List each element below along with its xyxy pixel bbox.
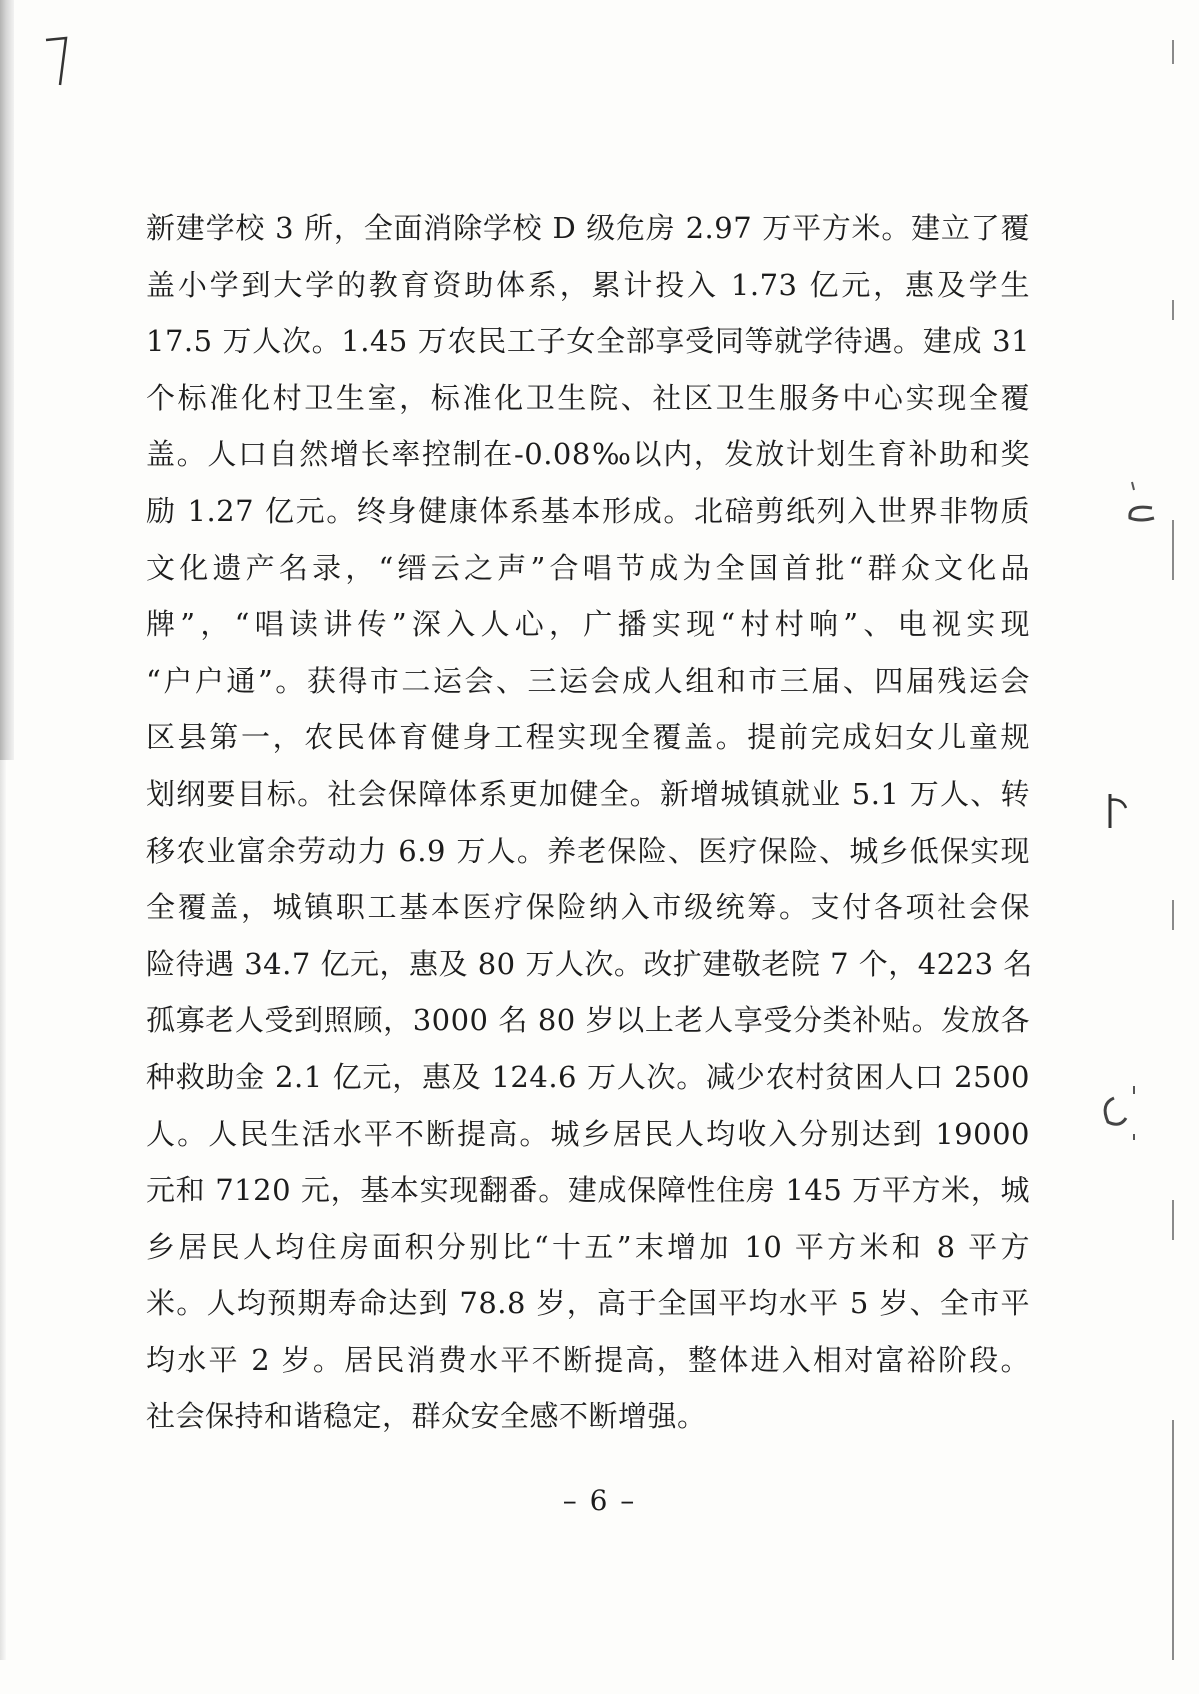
body-paragraph (146, 200, 1033, 1445)
text-line: 区县第一，农民体育健身工程实现全覆盖。提前完成妇女儿童规 (146, 720, 1030, 755)
binding-hole-mark (1118, 478, 1168, 548)
text-line: 险待遇 34.7 亿元，惠及 80 万人次。改扩建敬老院 7 个，4223 名 (146, 946, 1033, 981)
binding-hole-mark (1094, 1082, 1144, 1142)
text-line: “户户通”。获得市二运会、三运会成人组和市三届、四届残运会 (146, 663, 1030, 698)
scan-mark (1172, 520, 1174, 580)
scan-mark (1172, 1420, 1174, 1660)
text-line: 社会保持和谐稳定，群众安全感不断增强。 (146, 1399, 707, 1434)
scan-shadow-left-lower (0, 760, 6, 1660)
text-line: 人。人民生活水平不断提高。城乡居民人均收入分别达到 19000 (146, 1116, 1030, 1151)
pen-mark-decoration (42, 30, 72, 90)
text-line: 米。人均预期寿命达到 78.8 岁，高于全国平均水平 5 岁、全市平 (146, 1286, 1030, 1321)
scan-mark (1172, 1200, 1174, 1240)
text-line: 个标准化村卫生室，标准化卫生院、社区卫生服务中心实现全覆 (146, 380, 1030, 415)
text-line: 乡居民人均住房面积分别比“十五”末增加 10 平方米和 8 平方 (146, 1229, 1030, 1264)
scan-mark (1172, 300, 1174, 320)
scan-shadow-left (0, 0, 14, 760)
text-line: 新建学校 3 所，全面消除学校 D 级危房 2.97 万平方米。建立了覆 (146, 211, 1030, 245)
text-line: 励 1.27 亿元。终身健康体系基本形成。北碚剪纸列入世界非物质 (146, 493, 1030, 528)
text-line: 元和 7120 元，基本实现翻番。建成保障性住房 145 万平方米，城 (146, 1173, 1030, 1208)
page-number: – 6 – (562, 1484, 637, 1517)
text-line: 牌”，“唱读讲传”深入人心，广播实现“村村响”、电视实现 (146, 607, 1030, 642)
text-line: 文化遗产名录，“缙云之声”合唱节成为全国首批“群众文化品 (146, 550, 1030, 585)
scan-mark (1172, 900, 1174, 930)
text-line: 17.5 万人次。1.45 万农民工子女全部享受同等就学待遇。建成 31 (146, 324, 1030, 359)
binding-hole-mark (1102, 788, 1142, 838)
scan-mark (1172, 40, 1174, 64)
text-line: 划纲要目标。社会保障体系更加健全。新增城镇就业 5.1 万人、转 (146, 776, 1030, 811)
text-line: 均水平 2 岁。居民消费水平不断提高，整体进入相对富裕阶段。 (146, 1342, 1030, 1377)
text-line: 盖小学到大学的教育资助体系，累计投入 1.73 亿元，惠及学生 (146, 267, 1030, 302)
text-line: 盖。人口自然增长率控制在-0.08‰以内，发放计划生育补助和奖 (146, 437, 1030, 472)
text-line: 种救助金 2.1 亿元，惠及 124.6 万人次。减少农村贫困人口 2500 (146, 1059, 1030, 1094)
text-line: 全覆盖，城镇职工基本医疗保险纳入市级统筹。支付各项社会保 (146, 890, 1030, 925)
text-line: 移农业富余劳动力 6.9 万人。养老保险、医疗保险、城乡低保实现 (146, 833, 1030, 868)
text-line: 孤寡老人受到照顾，3000 名 80 岁以上老人享受分类补贴。发放各 (146, 1003, 1030, 1038)
